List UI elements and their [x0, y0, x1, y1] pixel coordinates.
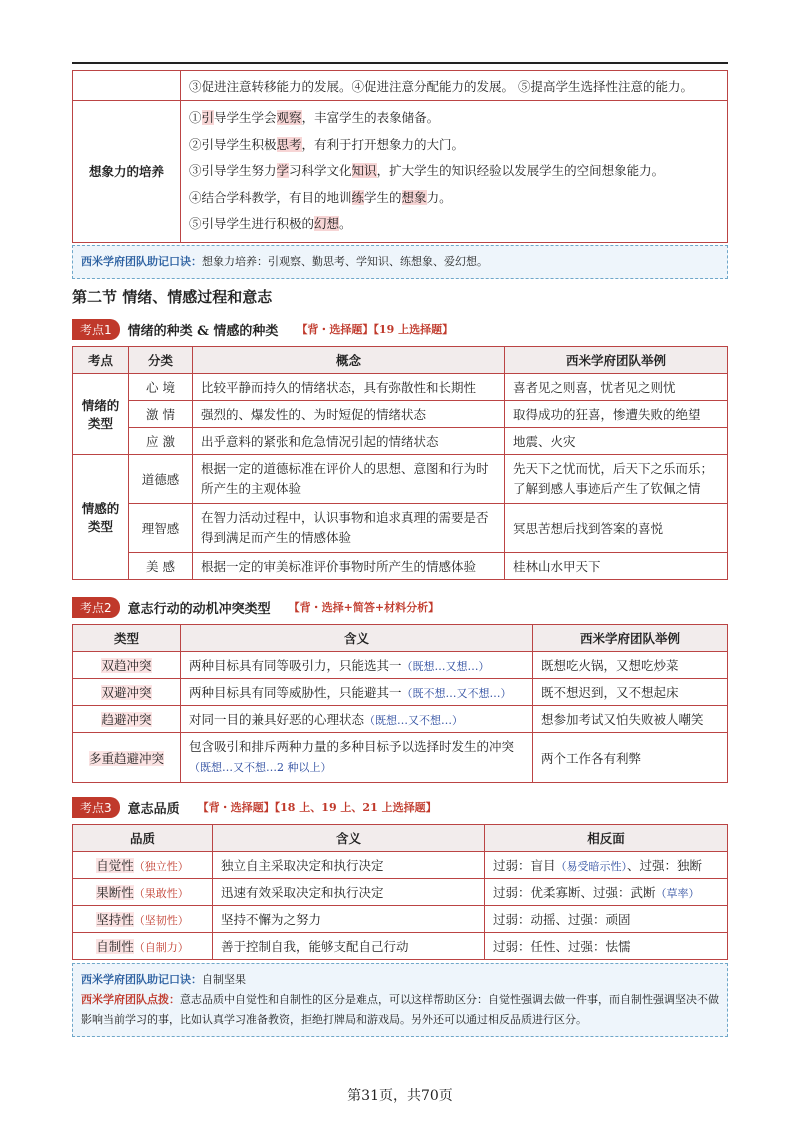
kd1-badge: 考点1	[72, 319, 120, 340]
kd2-heading	[72, 596, 728, 618]
list-item: ①引导学生学会观察，丰富学生的表象储备。	[189, 110, 440, 125]
kd1-tags: 【背・选择题】【19 上选择题】	[296, 323, 454, 336]
list-item: ②引导学生积极思考，有利于打开想象力的大门。	[189, 136, 465, 152]
imagination-table	[72, 70, 728, 243]
kd3-title: 意志品质	[127, 801, 180, 817]
tip-line: 西米学府团队点拨：意志品质中自觉性和自制性的区分是难点，可以这样帮助区分：自觉性强调去做一件事，而自制性强调坚决不做影响当前学习的事，比如认真学习准备教资，拒绝打牌局和游戏局。另外还可以通过相反品质进行区分。	[81, 993, 719, 1026]
imagination-memo: 西米学府团队助记口诀：想象力培养：引观察、勤思考、学知识、练想象、爱幻想。	[72, 245, 728, 279]
kd2-badge: 考点2	[72, 597, 120, 618]
memo-line: 西米学府团队助记口诀：自制坚果	[81, 973, 246, 986]
list-item: ④结合学科教学，有目的地训练学生的想象力。	[189, 189, 452, 205]
kd3-tags: 【背・选择题】【18 上、19 上、21 上选择题】	[197, 801, 437, 814]
kd2-tags: 【背・选择+简答+材料分析】	[288, 601, 440, 614]
kd2-table: 类型 含义 西米学府团队举例 双趋冲突 两种目标具有同等吸引力，只能选其一（既想…又想…） 既想吃火锅，又想吃炒菜 双避冲突 两种目标具有同等威胁性，只能避其一（既不想…又不想…） 既不想迟到，又不想起床 趋避冲突 对同一目的兼具好恶的心理状态（既想…又不想…） 想参加考试又怕失败被人嘲笑 多重趋避冲突 包含吸引和排斥两种力量的多种目标予以选择时发生的冲突（既想…又不想…2 种以上） 两个工作各有利弊	[72, 624, 728, 783]
imagination-items	[181, 101, 728, 243]
page-number: 第31页，共70页	[347, 1088, 453, 1104]
imagination-label: 想象力的培养	[73, 101, 181, 243]
list-item: ③引导学生努力学习科学文化知识，扩大学生的知识经验以发展学生的空间想象能力。	[189, 163, 665, 178]
kd2-title: 意志行动的动机冲突类型	[127, 601, 271, 617]
group-label: 情感的类型	[73, 455, 129, 580]
section-title: 第二节 情绪、情感过程和意志	[72, 288, 273, 306]
kd1-heading	[72, 318, 728, 340]
kd1-title: 情绪的种类 & 情感的种类	[127, 323, 279, 339]
attention-tail: ③促进注意转移能力的发展。④促进注意分配能力的发展。 ⑤提高学生选择性注意的能力。	[181, 71, 728, 101]
list-item: ⑤引导学生进行积极的幻想。	[189, 216, 352, 231]
kd1-table: 考点 分类 概念 西米学府团队举例 情绪的类型 心 境 比较平静而持久的情绪状态，具有弥散性和长期性 喜者见之则喜，忧者见之则忧 激 情 强烈的、爆发性的、为时短促的情绪状态 取得成功的狂喜，惨遭失败的绝望 应 激 出乎意料的紧张和危急情况引起的情绪状态 地震、火灾 情感的类型 道德感 根据一定的道德标准在评价人的思想、意图和行为时所产生的主观体验 先天下之忧而忧，后天下之乐而乐；了解到感人事迹后产生了钦佩之情 理智感 在智力活动过程中，认识事物和追求真理的需要是否得到满足而产生的情感体验 冥思苦想后找到答案的喜悦 美 感 根据一定的审美标准评价事物时所产生的情感体验 桂林山水甲天下	[72, 346, 728, 580]
kd3-heading	[72, 796, 728, 818]
kd3-table: 品质 含义 相反面 自觉性（独立性） 独立自主采取决定和执行决定 过弱：盲目（易受暗示性）、过强：独断 果断性（果敢性） 迅速有效采取决定和执行决定 过弱：优柔寡断、过强：武断（草率） 坚持性（坚韧性） 坚持不懈为之努力 过弱：动摇、过强：顽固 自制性（自制力） 善于控制自我，能够支配自己行动 过弱：任性、过强：怯懦	[72, 824, 728, 960]
kd3-memo	[72, 963, 728, 1037]
kd3-badge: 考点3	[72, 797, 120, 818]
group-label: 情绪的类型	[73, 374, 129, 455]
header-rule	[72, 62, 728, 64]
